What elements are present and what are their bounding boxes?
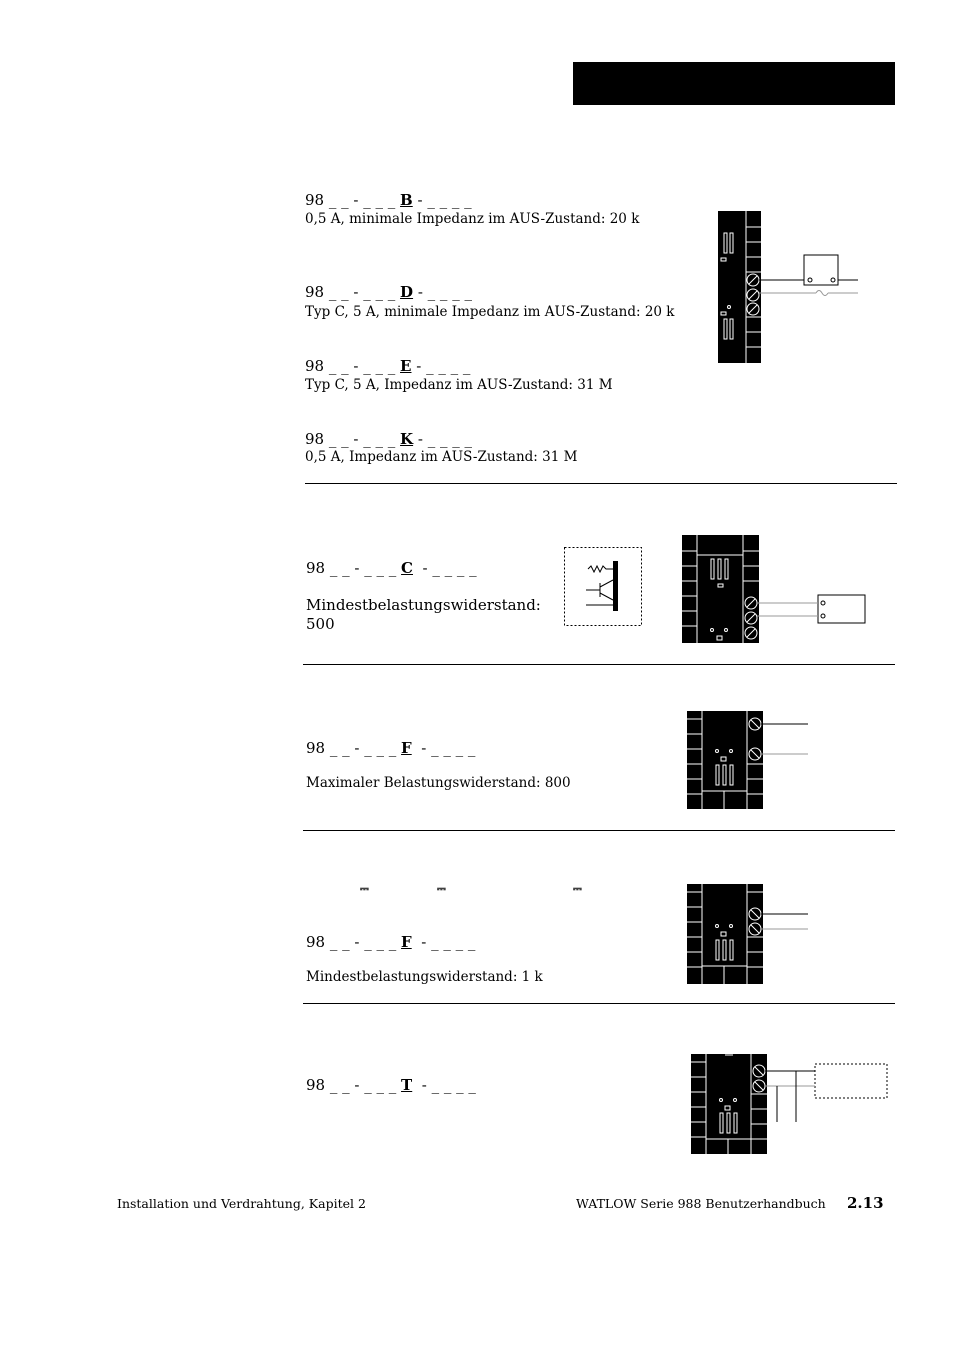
section-divider bbox=[303, 664, 895, 665]
model-desc-c: Mindestbelastungswiderstand: 500 bbox=[306, 596, 541, 633]
model-desc-e: Typ C, 5 A, Impedanz im AUS-Zustand: 31 M bbox=[305, 377, 613, 393]
section-divider bbox=[305, 483, 897, 484]
wiring-diagram-process-voltage bbox=[687, 884, 817, 986]
section-divider bbox=[303, 1003, 895, 1004]
model-desc-f-voltage: Mindestbelastungswiderstand: 1 k bbox=[306, 969, 543, 985]
model-desc-b: 0,5 A, minimale Impedanz im AUS-Zustand: 20 k bbox=[305, 211, 640, 227]
footer-manual-title: WATLOW Serie 988 Benutzerhandbuch bbox=[576, 1196, 826, 1211]
transistor-symbol-diagram bbox=[564, 547, 644, 627]
model-code-f-voltage: 98 _ _ - _ _ _ F - _ _ _ _ bbox=[306, 933, 476, 951]
model-desc-f-current: Maximaler Belastungswiderstand: 800 bbox=[306, 775, 571, 791]
model-desc-k: 0,5 A, Impedanz im AUS-Zustand: 31 M bbox=[305, 449, 578, 465]
dc-symbol-icon: ⎓ bbox=[437, 882, 445, 895]
model-code-d: 98 _ _ - _ _ _ D - _ _ _ _ bbox=[305, 283, 472, 301]
wiring-diagram-communication bbox=[691, 1054, 891, 1156]
model-code-t: 98 _ _ - _ _ _ T - _ _ _ _ bbox=[306, 1076, 476, 1094]
dc-symbol-icon: ⎓ bbox=[360, 882, 368, 895]
page-number: 2.13 bbox=[847, 1194, 884, 1212]
model-desc-d: Typ C, 5 A, minimale Impedanz im AUS-Zustand: 20 k bbox=[305, 304, 675, 320]
model-code-b: 98 _ _ - _ _ _ B - _ _ _ _ bbox=[305, 191, 472, 209]
model-code-k: 98 _ _ - _ _ _ K - _ _ _ _ bbox=[305, 430, 473, 448]
model-code-f-current: 98 _ _ - _ _ _ F - _ _ _ _ bbox=[306, 739, 476, 757]
dc-symbol-icon: ⎓ bbox=[573, 882, 581, 895]
wiring-diagram-open-collector bbox=[682, 535, 872, 645]
section-divider bbox=[303, 830, 895, 831]
wiring-diagram-solid-state bbox=[718, 211, 868, 366]
footer-chapter: Installation und Verdrahtung, Kapitel 2 bbox=[117, 1196, 366, 1211]
model-code-c: 98 _ _ - _ _ _ C - _ _ _ _ bbox=[306, 559, 477, 577]
model-code-e: 98 _ _ - _ _ _ E - _ _ _ _ bbox=[305, 357, 471, 375]
wiring-diagram-process-current bbox=[687, 711, 817, 811]
chapter-header-bar bbox=[573, 62, 895, 105]
